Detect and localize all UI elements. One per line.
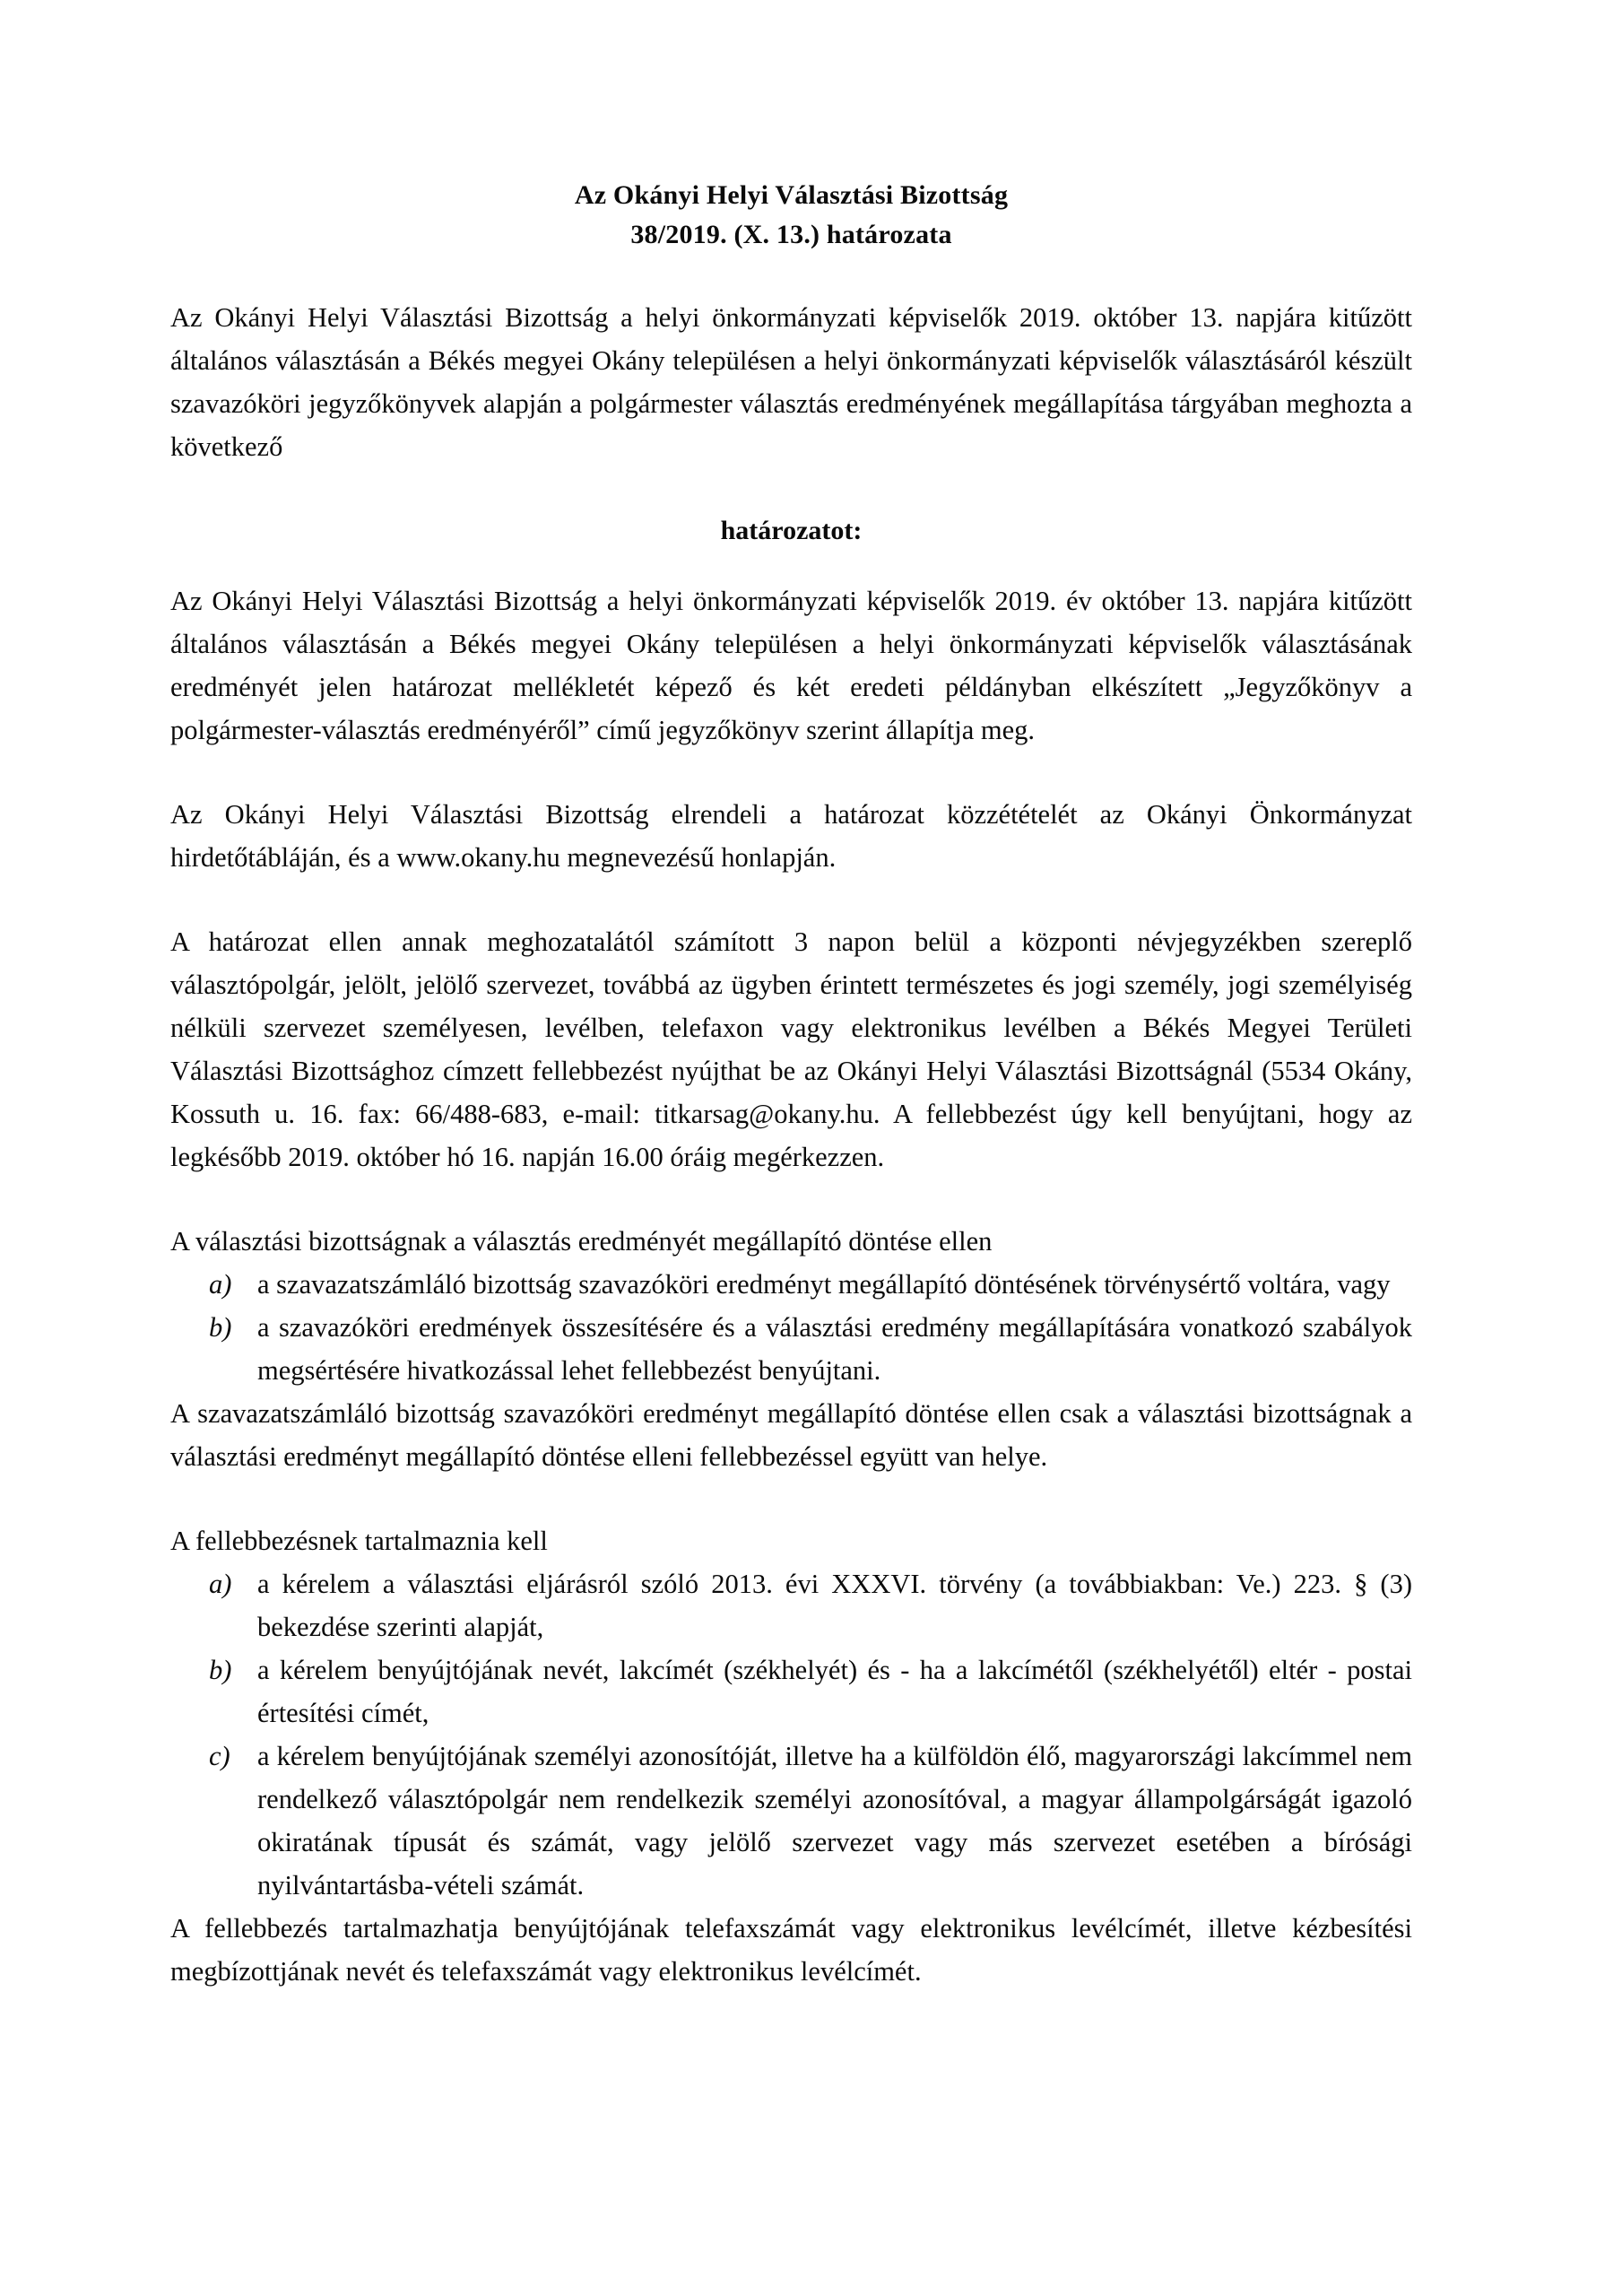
list-item	[170, 1735, 1412, 1907]
list-item	[170, 1648, 1412, 1735]
title-line-1: Az Okányi Helyi Választási Bizottság	[574, 180, 1009, 210]
contents-intro: A fellebbezésnek tartalmaznia kell	[170, 1526, 548, 1556]
list-item-text: a szavazóköri eredmények összesítésére és a választási eredmény megállapítására vonatkozó szabályok megsértésére hivatkozással lehet fellebbezést benyújtani.	[257, 1312, 1412, 1386]
document-content	[170, 0, 1412, 1993]
document-title	[170, 176, 1412, 255]
list-item-text: a kérelem benyújtójának személyi azonosítóját, illetve ha a külföldön élő, magyarországi lakcímmel nem rendelkező választópolgár nem rendelkezik személyi azonosítóval, a magyar állampolgárságát igazoló okiratának típusát és számát, vagy jelölő szervezet vagy más szervezet esetében a bírósági nyilvántartásba-vételi számát.	[257, 1741, 1412, 1900]
appeal-paragraph: A határozat ellen annak meghozatalától számított 3 napon belül a központi névjegyzékben szereplő választópolgár, jelölt, jelölő szervezet, továbbá az ügyben érintett természetes és jogi személy, jogi személyiség nélküli szervezet személyesen, levélben, telefaxon vagy elektronikus levélben a Békés Megyei Területi Választási Bizottsághoz címzett fellebbezést nyújthat be az Okányi Helyi Választási Bizottságnál (5534 Okány, Kossuth u. 16. fax: 66/488-683, e-mail: titkarsag@okany.hu. A fellebbezést úgy kell benyújtani, hogy az legkésőbb 2019. október hó 16. napján 16.00 óráig megérkezzen.	[170, 926, 1412, 1172]
spacer	[170, 552, 1412, 579]
grounds-intro: A választási bizottságnak a választás eredményét megállapító döntése ellen	[170, 1226, 993, 1257]
title-line-2: 38/2019. (X. 13.) határozata	[630, 220, 952, 249]
list-item	[170, 1263, 1412, 1306]
list-item-text: a kérelem a választási eljárásról szóló 2013. évi XXXVI. törvény (a továbbiakban: Ve.) 223. § (3) bekezdése szerinti alapját,	[257, 1569, 1412, 1642]
intro-paragraph: Az Okányi Helyi Választási Bizottság a helyi önkormányzati képviselők 2019. október 13. napjára kitűzött általános választásán a Békés megyei Okány településen a helyi önkormányzati képviselők választásáról készült szavazóköri jegyzőkönyvek alapján a polgármester választás eredményének megállapítása tárgyában meghozta a következő	[170, 302, 1412, 462]
list-marker: a)	[209, 1569, 232, 1599]
decision-paragraph: Az Okányi Helyi Választási Bizottság a helyi önkormányzati képviselők 2019. év október 13. napjára kitűzött általános választásán a Békés megyei Okány településen a helyi önkormányzati képviselők választásának eredményét jelen határozat mellékletét képező és két eredeti példányban elkészített „Jegyzőkönyv a polgármester-választás eredményéről” című jegyzőkönyv szerint állapítja meg.	[170, 586, 1412, 745]
spacer	[170, 752, 1412, 793]
spacer	[170, 255, 1412, 296]
list-item	[170, 1306, 1412, 1392]
list-marker: b)	[209, 1655, 232, 1685]
list-item-text: a kérelem benyújtójának nevét, lakcímét (székhelyét) és - ha a lakcímétől (székhelyétől) eltér - postai értesítési címét,	[257, 1655, 1412, 1728]
decision-heading: határozatot:	[720, 516, 863, 545]
publication-paragraph: Az Okányi Helyi Választási Bizottság elrendeli a határozat közzétételét az Okányi Önkormányzat hirdetőtábláján, és a www.okany.hu megnevezésű honlapján.	[170, 799, 1412, 873]
list-item	[170, 1562, 1412, 1648]
list-marker: a)	[209, 1269, 232, 1300]
grounds-closing: A szavazatszámláló bizottság szavazóköri eredményt megállapító döntése ellen csak a választási bizottságnak a választási eredményt megállapító döntése elleni fellebbezéssel együtt van helye.	[170, 1398, 1412, 1472]
list-item-text: a szavazatszámláló bizottság szavazóköri eredményt megállapító döntésének törvénysértő voltára, vagy	[257, 1269, 1391, 1300]
spacer	[170, 1178, 1412, 1220]
spacer	[170, 879, 1412, 920]
list-marker: c)	[209, 1741, 230, 1771]
contents-closing: A fellebbezés tartalmazhatja benyújtójának telefaxszámát vagy elektronikus levélcímét, illetve kézbesítési megbízottjának nevét és telefaxszámát vagy elektronikus levélcímét.	[170, 1913, 1412, 1987]
list-marker: b)	[209, 1312, 232, 1343]
spacer	[170, 468, 1412, 509]
contents-list	[170, 1562, 1412, 1907]
grounds-list	[170, 1263, 1412, 1392]
spacer	[170, 1478, 1412, 1519]
